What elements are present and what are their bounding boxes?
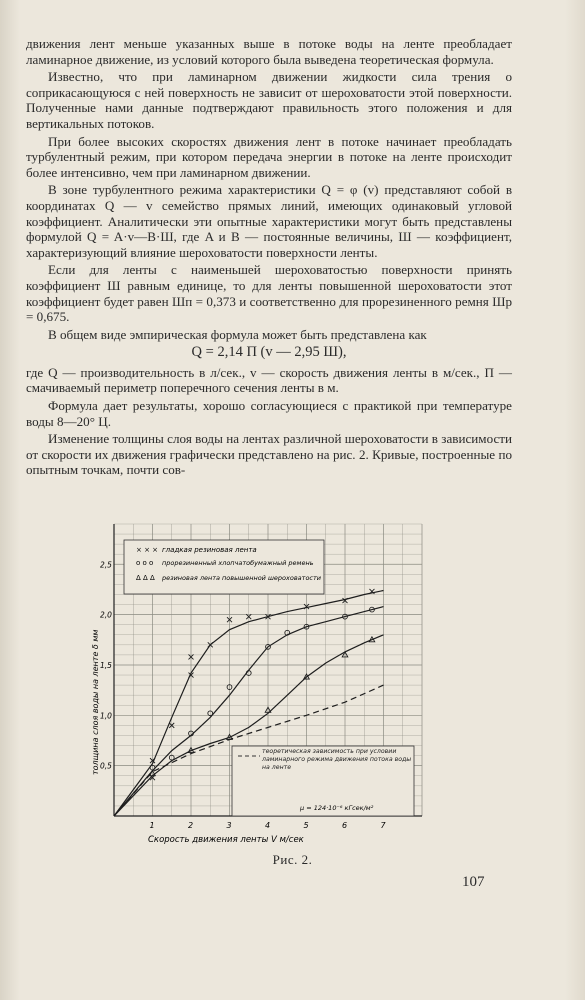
- figure-caption: Рис. 2.: [272, 852, 313, 867]
- y-tick-label: 1,0: [100, 711, 112, 721]
- legend-bottom-text-wrap: [262, 748, 412, 800]
- legend-marker-o: o o o: [136, 559, 154, 567]
- legend-marker-x: × × ×: [136, 546, 159, 554]
- page-number: 107: [462, 874, 485, 890]
- paragraph: При более высоких скоростях движения лент в потоке начинает преобладать турбулентный режим, при котором передача энергии в потоке на ленте происходит более интенсивно, чем при ламинарном движении.: [26, 133, 512, 180]
- x-tick-label: 4: [265, 821, 271, 830]
- y-axis-label: толщина слоя воды на ленте δ мм: [91, 629, 100, 775]
- x-tick-label: 6: [342, 821, 348, 830]
- paragraph: В общем виде эмпирическая формула может быть представлена как: [48, 326, 427, 342]
- y-tick-label: 1,5: [100, 660, 112, 670]
- paragraph: Формула дает результаты, хорошо согласующиеся с практикой при температуре воды 8—20° Ц.: [26, 398, 512, 429]
- y-tick-label: 2,5: [100, 560, 112, 570]
- x-tick-label: 1: [149, 821, 155, 830]
- paragraph: В зоне турбулентного режима характеристики Q = φ (v) представляют собой в координатах Q — v семейство прямых линий, имеющих одинаковый угловой коэффициент. Аналитически эти опытные характеристики могут быть представлены формулой Q = A·v—B·Ш, где A и B — постоянные величины, Ш — коэффициент, характеризующий влияние шероховатости поверхности ленты.: [26, 182, 512, 260]
- paragraph: где Q — производительность в л/сек., v — скорость движения ленты в м/сек., П — смачиваемый периметр поперечного сечения ленты в м.: [26, 364, 512, 396]
- x-tick-label: 3: [226, 821, 232, 830]
- formula: Q = 2,14 П (v — 2,95 Ш),: [191, 344, 347, 361]
- x-tick-label: 5: [303, 821, 309, 830]
- x-tick-label: 7: [380, 821, 386, 830]
- legend-label: резиновая лента повышенной шероховатости: [162, 574, 321, 582]
- body-text: [26, 36, 512, 480]
- legend-label: гладкая резиновая лента: [162, 546, 257, 554]
- x-axis-label: Скорость движения ленты V м/сек: [148, 835, 304, 845]
- paragraph: Изменение толщины слоя воды на лентах различной шероховатости в зависимости от скорости их движения графически представлено на рис. 2. Кривые, построенные по опытным точкам, почти сов-: [26, 431, 512, 478]
- paragraph: Если для ленты с наименьшей шероховатостью поверхности принять коэффициент Ш равным единице, то для ленты повышенной шероховатости этот коэффициент будет равен Шп = 0,373 и соответственно для прорезиненного ремня Шр = 0,675.: [26, 262, 512, 325]
- paragraph: Известно, что при ламинарном движении жидкости сила трения о соприкасающуюся с ней поверхность не зависит от шероховатости этой поверхности. Полученные нами данные подтверждают правильность этого положения и для вертикальных потоков.: [26, 69, 512, 131]
- legend-marker-tri: Δ Δ Δ: [136, 574, 155, 582]
- figure-chart: [91, 520, 435, 850]
- legend-label: прорезиненный хлопчатобумажный ремень: [162, 559, 314, 567]
- y-tick-label: 0,5: [100, 761, 112, 771]
- legend-bottom-text: теоретическая зависимость при условии ламинарного режима движения потока воды на ленте: [262, 748, 412, 771]
- legend-mu: μ = 124·10⁻⁶ кГсек/м²: [300, 804, 374, 812]
- paragraph: движения лент меньше указанных выше в потоке воды на ленте преобладает ламинарное движение, из условий которого была выведена теоретическая формула.: [26, 36, 512, 67]
- x-tick-label: 2: [188, 821, 194, 830]
- y-tick-label: 2,0: [100, 610, 112, 620]
